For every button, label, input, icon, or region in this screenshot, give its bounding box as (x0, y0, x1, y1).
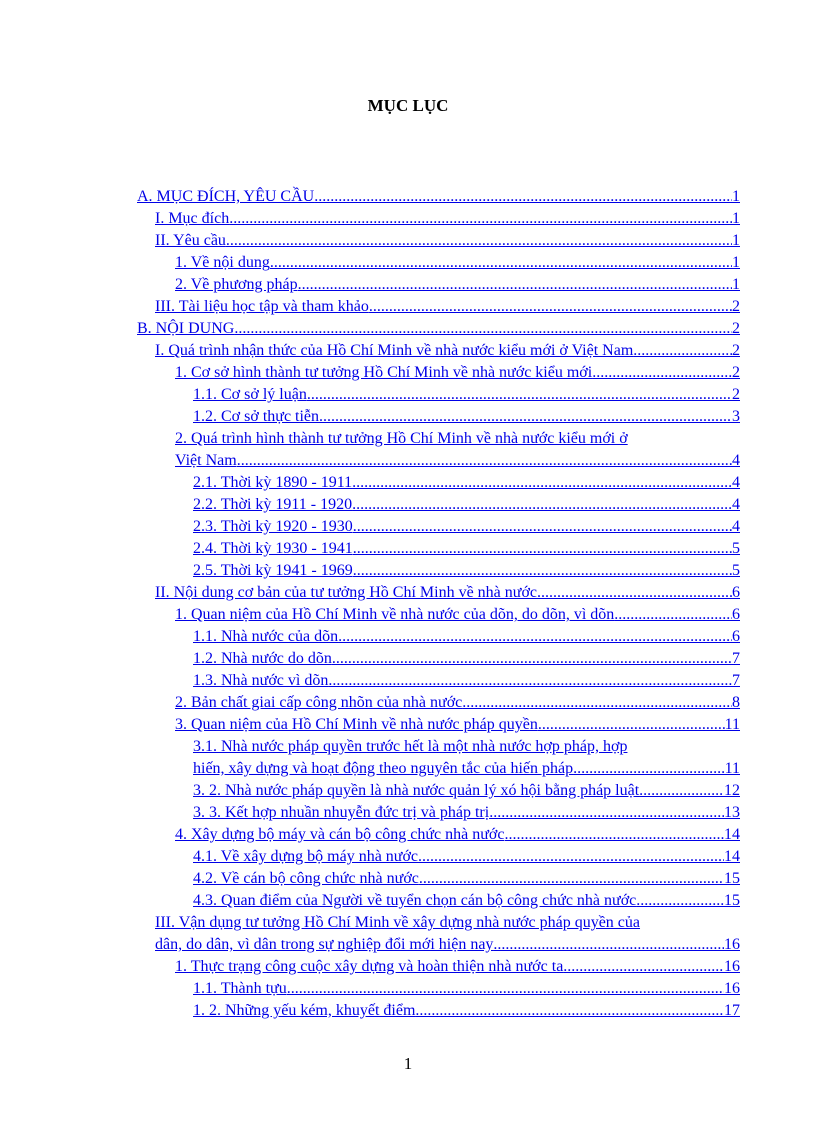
toc-entry[interactable] (193, 846, 740, 868)
toc-leader-dots (592, 362, 732, 384)
toc-entry-title: 1.1. Thành tựu (193, 980, 287, 997)
toc-entry-title: I. Quá trình nhận thức của Hồ Chí Minh về nhà nước kiểu mới ở Việt Nam (155, 342, 634, 359)
toc-entry[interactable] (175, 362, 740, 384)
toc-entry-page: 2 (732, 342, 740, 359)
toc-leader-dots (573, 758, 724, 780)
toc-entry-title: 2. Về phương pháp (175, 276, 298, 293)
toc-leader-dots (234, 318, 732, 340)
toc-entry-page: 5 (732, 540, 740, 557)
toc-leader-dots (332, 648, 732, 670)
toc-entry-title: 2.5. Thời kỳ 1941 - 1969 (193, 562, 353, 579)
toc-entry[interactable] (155, 340, 740, 362)
toc-entry-page: 17 (724, 1002, 740, 1019)
toc-entry[interactable] (193, 978, 740, 1000)
toc-entry[interactable] (193, 494, 740, 516)
toc-entry-page: 7 (732, 672, 740, 689)
toc-entry-page: 15 (724, 870, 740, 887)
toc-entry-title: 2.1. Thời kỳ 1890 - 1911 (193, 474, 353, 491)
toc-entry[interactable] (175, 956, 740, 978)
toc-leader-dots (226, 230, 732, 252)
toc-leader-dots (614, 604, 732, 626)
toc-leader-dots (270, 252, 732, 274)
toc-entry-page: 11 (724, 716, 740, 733)
toc-entry[interactable] (193, 384, 740, 406)
toc-entry-page: 1 (732, 254, 740, 271)
toc-leader-dots (352, 494, 732, 516)
toc-entry[interactable] (155, 230, 740, 252)
toc-entry-title: 1.2. Cơ sở thực tiễn (193, 408, 320, 425)
toc-entry-page: 2 (732, 298, 740, 315)
toc-entry[interactable] (175, 692, 740, 714)
toc-leader-dots (633, 340, 732, 362)
toc-entry-page: 1 (732, 188, 740, 205)
toc-entry-title: 1. Quan niệm của Hồ Chí Minh về nhà nước của dõn, do dõn, vì dõn (175, 606, 615, 623)
toc-entry-page: 13 (724, 804, 740, 821)
toc-entry-title: 2.3. Thời kỳ 1920 - 1930 (193, 518, 353, 535)
toc-entry-page: 7 (732, 650, 740, 667)
toc-leader-dots (298, 274, 732, 296)
toc-entry-page: 16 (724, 958, 740, 975)
toc-entry[interactable] (175, 714, 740, 736)
toc-entry-page: 2 (732, 364, 740, 381)
toc-leader-dots (369, 296, 732, 318)
toc-entry-page: 2 (732, 386, 740, 403)
toc-leader-dots (338, 626, 732, 648)
toc-leader-dots (462, 692, 732, 714)
toc-entry-title: 1.1. Nhà nước của dõn (193, 628, 339, 645)
toc-entry[interactable] (193, 538, 740, 560)
toc-entry[interactable] (193, 560, 740, 582)
toc-entry-title: 1. Về nội dung (175, 254, 270, 271)
toc-entry-title: Việt Nam (175, 452, 237, 469)
toc-entry[interactable] (155, 296, 740, 318)
toc-entry[interactable] (193, 648, 740, 670)
toc-entry[interactable] (175, 604, 740, 626)
toc-leader-dots (352, 472, 732, 494)
page-number: 1 (403, 1054, 413, 1073)
toc-entry-title: 3. Quan niệm của Hồ Chí Minh về nhà nước pháp quyền (175, 716, 538, 733)
toc-entry[interactable] (193, 780, 740, 802)
toc-entry[interactable] (193, 890, 740, 912)
toc-entry[interactable] (137, 186, 740, 208)
toc-entry-page: 4 (732, 496, 740, 513)
toc-entry-title: 1.3. Nhà nước vì dõn (193, 672, 329, 689)
toc-entry-page: 1 (732, 276, 740, 293)
toc-leader-dots (636, 890, 724, 912)
toc-entry-page: 1 (732, 232, 740, 249)
toc-entry-title-line: 2. Quá trình hình thành tư tưởng Hồ Chí Minh về nhà nước kiểu mới ở (175, 430, 628, 447)
toc-entry-title: 2.4. Thời kỳ 1930 - 1941 (193, 540, 353, 557)
toc-entry-page: 3 (732, 408, 740, 425)
toc-entry-page: 16 (724, 936, 740, 953)
toc-entry[interactable] (175, 824, 740, 846)
toc-entry-title: 3. 2. Nhà nước pháp quyền là nhà nước quản lý xó hội bằng pháp luật (193, 782, 640, 799)
toc-entry-page: 14 (724, 826, 740, 843)
toc-entry-title: 2. Bản chất giai cấp công nhõn của nhà nước (175, 694, 463, 711)
toc-entry-title: B. NỘI DUNG (137, 320, 235, 337)
toc-entry-title: 1. 2. Những yếu kém, khuyết điểm (193, 1002, 416, 1019)
toc-entry[interactable] (155, 582, 740, 604)
toc-leader-dots (229, 208, 732, 230)
page-title: MỤC LỤC (367, 96, 449, 115)
toc-entry[interactable] (193, 802, 740, 824)
toc-entry[interactable] (193, 516, 740, 538)
toc-leader-dots (505, 824, 725, 846)
toc-entry[interactable] (193, 406, 740, 428)
toc-leader-dots (418, 846, 724, 868)
toc-entry-page: 4 (732, 518, 740, 535)
toc-entry-page: 16 (724, 980, 740, 997)
toc-entry-title-line: 3.1. Nhà nước pháp quyền trước hết là một nhà nước hợp pháp, hợp (193, 738, 628, 755)
toc-entry-title: II. Nội dung cơ bản của tư tưởng Hồ Chí Minh về nhà nước (155, 584, 537, 601)
toc-entry-title-line: III. Vận dụng tư tưởng Hồ Chí Minh về xây dựng nhà nước pháp quyền của (155, 914, 641, 931)
toc-entry-title: 1.2. Nhà nước do dõn (193, 650, 332, 667)
toc-entry-title: 1.1. Cơ sở lý luận (193, 386, 307, 403)
toc-leader-dots (328, 670, 732, 692)
toc-entry[interactable] (193, 670, 740, 692)
toc-leader-dots (319, 406, 732, 428)
toc-entry-page: 6 (732, 606, 740, 623)
toc-leader-dots (353, 538, 732, 560)
toc-entry-page: 6 (732, 584, 740, 601)
toc-entry-title: 1. Cơ sở hình thành tư tưởng Hồ Chí Minh về nhà nước kiểu mới (175, 364, 593, 381)
toc-leader-dots (353, 516, 732, 538)
toc-leader-dots (415, 1000, 724, 1022)
toc-entry-title: 4.2. Về cán bộ công chức nhà nước (193, 870, 419, 887)
toc-leader-dots (489, 802, 724, 824)
toc-leader-dots (563, 956, 724, 978)
toc-entry[interactable] (155, 208, 740, 230)
toc-leader-dots (307, 384, 732, 406)
toc-entry-title: 4.3. Quan điểm của Người về tuyển chọn cán bộ công chức nhà nước (193, 892, 637, 909)
toc-entry-title: hiến, xây dựng và hoạt động theo nguyên tắc của hiến pháp (193, 760, 574, 777)
toc-entry-page: 14 (724, 848, 740, 865)
toc-entry-title: 4. Xây dựng bộ máy và cán bộ công chức nhà nước (175, 826, 505, 843)
toc-entry[interactable] (155, 912, 740, 956)
toc-entry[interactable] (175, 274, 740, 296)
toc-entry[interactable] (193, 736, 740, 780)
toc-entry-page: 4 (732, 474, 740, 491)
toc-entry-title: 2.2. Thời kỳ 1911 - 1920 (193, 496, 353, 513)
toc-leader-dots (314, 186, 732, 208)
toc-leader-dots (538, 714, 725, 736)
toc-entry[interactable] (193, 626, 740, 648)
toc-leader-dots (419, 868, 724, 890)
toc-entry-page: 12 (724, 782, 740, 799)
toc-leader-dots (639, 780, 724, 802)
toc-entry-page: 8 (732, 694, 740, 711)
toc-leader-dots (237, 450, 732, 472)
toc-leader-dots (353, 560, 732, 582)
toc-entry-page: 5 (732, 562, 740, 579)
toc-entry-title: III. Tài liệu học tập và tham khảo (155, 298, 369, 315)
toc-entry-page: 11 (724, 760, 740, 777)
toc-entry-page: 15 (724, 892, 740, 909)
toc-entry-title: II. Yêu cầu (155, 232, 226, 249)
toc-entry-title: 3. 3. Kết hợp nhuần nhuyễn đức trị và pháp trị (193, 804, 490, 821)
toc-entry-page: 1 (732, 210, 740, 227)
toc-entry[interactable] (193, 1000, 740, 1022)
toc-entry[interactable] (193, 472, 740, 494)
toc-entry-page: 4 (732, 452, 740, 469)
toc-entry-title: dân, do dân, vì dân trong sự nghiệp đổi mới hiện nay (155, 936, 494, 953)
toc-entry-title: 1. Thực trạng công cuộc xây dựng và hoàn thiện nhà nước ta (175, 958, 564, 975)
toc-entry-title: I. Mục đích (155, 210, 230, 227)
toc-leader-dots (287, 978, 724, 1000)
toc-entry-page: 2 (732, 320, 740, 337)
toc-entry-title: A. MỤC ĐÍCH, YÊU CẦU (137, 188, 315, 205)
toc-entry[interactable] (175, 428, 740, 472)
toc-entry[interactable] (193, 868, 740, 890)
toc-leader-dots (493, 934, 724, 956)
toc-entry[interactable] (175, 252, 740, 274)
toc-entry[interactable] (137, 318, 740, 340)
toc-leader-dots (537, 582, 732, 604)
toc-entry-title: 4.1. Về xây dựng bộ máy nhà nước (193, 848, 419, 865)
toc-entry-page: 6 (732, 628, 740, 645)
